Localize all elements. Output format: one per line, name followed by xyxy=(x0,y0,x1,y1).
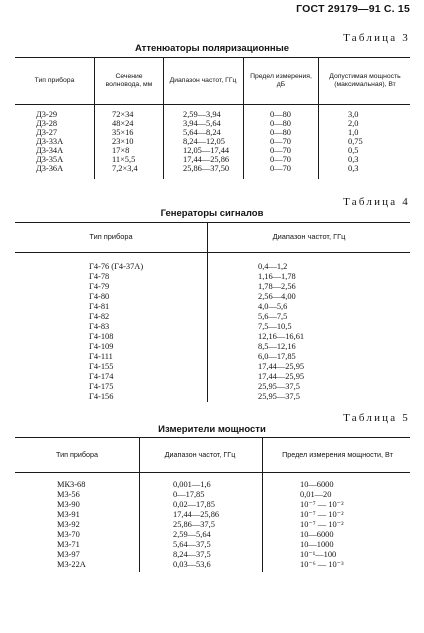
cell-power: 0,3 xyxy=(348,155,359,164)
cell-freq: 2,59—3,94 xyxy=(183,110,221,119)
cell-type: Г4-78 xyxy=(89,272,110,281)
cell-limit: 0—80 xyxy=(270,128,291,137)
cell-limit: 10—1000 xyxy=(300,540,334,549)
table3-header-limit: Предел измерения, дБ xyxy=(250,72,312,88)
cell-type: Г4-156 xyxy=(89,392,114,401)
table4-header-type: Тип прибора xyxy=(89,232,133,241)
cell-type: Г4-109 xyxy=(89,342,114,351)
cell-limit: 10⁻⁷ — 10⁻² xyxy=(300,510,344,519)
cell-section: 35×16 xyxy=(112,128,134,137)
cell-type: Д3-33А xyxy=(36,137,64,146)
table3-title: Аттенюаторы поляризационные xyxy=(134,43,290,54)
cell-limit: 0—70 xyxy=(270,146,291,155)
cell-freq: 25,95—37,5 xyxy=(258,392,300,401)
table3-col-divider xyxy=(318,57,319,179)
cell-freq: 25,95—37,5 xyxy=(258,382,300,391)
table4-header-freq: Диапазон частот, ГГц xyxy=(272,232,346,241)
cell-section: 17×8 xyxy=(112,146,130,155)
cell-type: М3-56 xyxy=(57,490,80,499)
cell-type: Д3-29 xyxy=(36,110,58,119)
table3-header-power: Допустимая мощность (максимальная), Вт xyxy=(329,72,401,88)
cell-type: Г4-83 xyxy=(89,322,110,331)
table5-header-type: Тип прибора xyxy=(56,449,98,459)
table5-col-divider xyxy=(139,437,140,572)
cell-type: Г4-175 xyxy=(89,382,114,391)
cell-limit: 0—70 xyxy=(270,164,291,173)
cell-type: Г4-111 xyxy=(89,352,113,361)
table5-label: Таблица 5 xyxy=(343,412,410,424)
cell-type: М3-97 xyxy=(57,550,80,559)
table4-label: Таблица 4 xyxy=(343,196,410,208)
cell-type: Д3-34А xyxy=(36,146,64,155)
table5-header-freq: Диапазон частот, ГГц xyxy=(164,449,236,459)
cell-limit: 0—80 xyxy=(270,119,291,128)
cell-freq: 6,0—17,85 xyxy=(258,352,296,361)
cell-power: 0,5 xyxy=(348,146,359,155)
cell-limit: 0—70 xyxy=(270,155,291,164)
cell-limit: 0,01—20 xyxy=(300,490,332,499)
cell-power: 3,0 xyxy=(348,110,359,119)
cell-limit: 10⁻¹—100 xyxy=(300,550,337,559)
cell-freq: 17,44—25,95 xyxy=(258,372,305,381)
table3-header-section: Сечение волновода, мм xyxy=(105,72,153,88)
cell-type: Д3-27 xyxy=(36,128,58,137)
table4-title: Генераторы сигналов xyxy=(160,208,264,219)
cell-type: М3-70 xyxy=(57,530,80,539)
cell-limit: 10—6000 xyxy=(300,530,334,539)
table3-header-type: Тип прибора xyxy=(34,76,75,84)
table5-col-divider xyxy=(262,437,263,572)
cell-freq: 25,86—37,50 xyxy=(183,164,230,173)
cell-type: М3-22А xyxy=(57,560,86,569)
cell-freq: 4,0—5,6 xyxy=(258,302,288,311)
table5-header-limit: Предел измерения мощности, Вт xyxy=(282,449,393,459)
cell-freq: 5,64—37,5 xyxy=(173,540,211,549)
cell-type: М3-91 xyxy=(57,510,80,519)
cell-limit: 0—70 xyxy=(270,137,291,146)
cell-freq: 8,24—37,5 xyxy=(173,550,211,559)
cell-limit: 10⁻⁶ — 10⁻³ xyxy=(300,560,344,569)
cell-type: МК3-68 xyxy=(57,480,86,489)
cell-type: Д3-35А xyxy=(36,155,64,164)
cell-section: 7,2×3,4 xyxy=(112,164,138,173)
cell-freq: 0,001—1,6 xyxy=(173,480,211,489)
cell-type: Г4-174 xyxy=(89,372,114,381)
cell-type: Г4-82 xyxy=(89,312,110,321)
table4-header-rule xyxy=(15,252,410,253)
cell-freq: 7,5—10,5 xyxy=(258,322,292,331)
cell-section: 23×10 xyxy=(112,137,134,146)
cell-power: 2,0 xyxy=(348,119,359,128)
cell-power: 1,0 xyxy=(348,128,359,137)
table3-header-freq: Диапазон частот, ГГц xyxy=(169,76,237,84)
cell-freq: 25,86—37,5 xyxy=(173,520,215,529)
cell-freq: 12,16—16,61 xyxy=(258,332,305,341)
table5-header-rule xyxy=(15,472,410,473)
cell-freq: 0—17,85 xyxy=(173,490,205,499)
table3-header-rule xyxy=(15,104,410,105)
cell-type: Г4-155 xyxy=(89,362,114,371)
cell-section: 72×34 xyxy=(112,110,134,119)
cell-freq: 1,16—1,78 xyxy=(258,272,296,281)
cell-type: Г4-80 xyxy=(89,292,110,301)
cell-freq: 1,78—2,56 xyxy=(258,282,296,291)
table3-col-divider xyxy=(163,57,164,179)
cell-limit: 0—80 xyxy=(270,110,291,119)
cell-freq: 17,44—25,86 xyxy=(183,155,230,164)
cell-freq: 0,02—17,85 xyxy=(173,500,215,509)
cell-freq: 3,94—5,64 xyxy=(183,119,221,128)
cell-type: М3-92 xyxy=(57,520,80,529)
cell-freq: 0,4—1,2 xyxy=(258,262,288,271)
cell-freq: 8,5—12,16 xyxy=(258,342,296,351)
cell-type: Г4-81 xyxy=(89,302,110,311)
table3-col-divider xyxy=(94,57,95,179)
cell-freq: 12,05—17,44 xyxy=(183,146,230,155)
cell-freq: 17,44—25,95 xyxy=(258,362,305,371)
cell-type: Д3-36А xyxy=(36,164,64,173)
cell-freq: 5,64—8,24 xyxy=(183,128,221,137)
table5-title: Измерители мощности xyxy=(158,424,266,435)
cell-power: 0,75 xyxy=(348,137,363,146)
cell-freq: 8,24—12,05 xyxy=(183,137,225,146)
cell-type: М3-71 xyxy=(57,540,80,549)
cell-section: 48×24 xyxy=(112,119,134,128)
table3-label: Таблица 3 xyxy=(343,32,410,44)
table3-col-divider xyxy=(243,57,244,179)
cell-freq: 5,6—7,5 xyxy=(258,312,288,321)
cell-freq: 0,03—53,6 xyxy=(173,560,211,569)
cell-limit: 10⁻⁷ — 10⁻² xyxy=(300,500,344,509)
cell-type: М3-90 xyxy=(57,500,80,509)
cell-section: 11×5,5 xyxy=(112,155,136,164)
cell-limit: 10—6000 xyxy=(300,480,334,489)
page-header: ГОСТ 29179—91 С. 15 xyxy=(296,3,410,15)
cell-freq: 17,44—25,86 xyxy=(173,510,220,519)
cell-freq: 2,56—4,00 xyxy=(258,292,296,301)
cell-power: 0,3 xyxy=(348,164,359,173)
cell-limit: 10⁻⁷ — 10⁻² xyxy=(300,520,344,529)
cell-type: Г4-76 (Г4-37А) xyxy=(89,262,144,271)
cell-freq: 2,59—5,64 xyxy=(173,530,211,539)
cell-type: Г4-79 xyxy=(89,282,110,291)
cell-type: Д3-28 xyxy=(36,119,58,128)
cell-type: Г4-108 xyxy=(89,332,114,341)
